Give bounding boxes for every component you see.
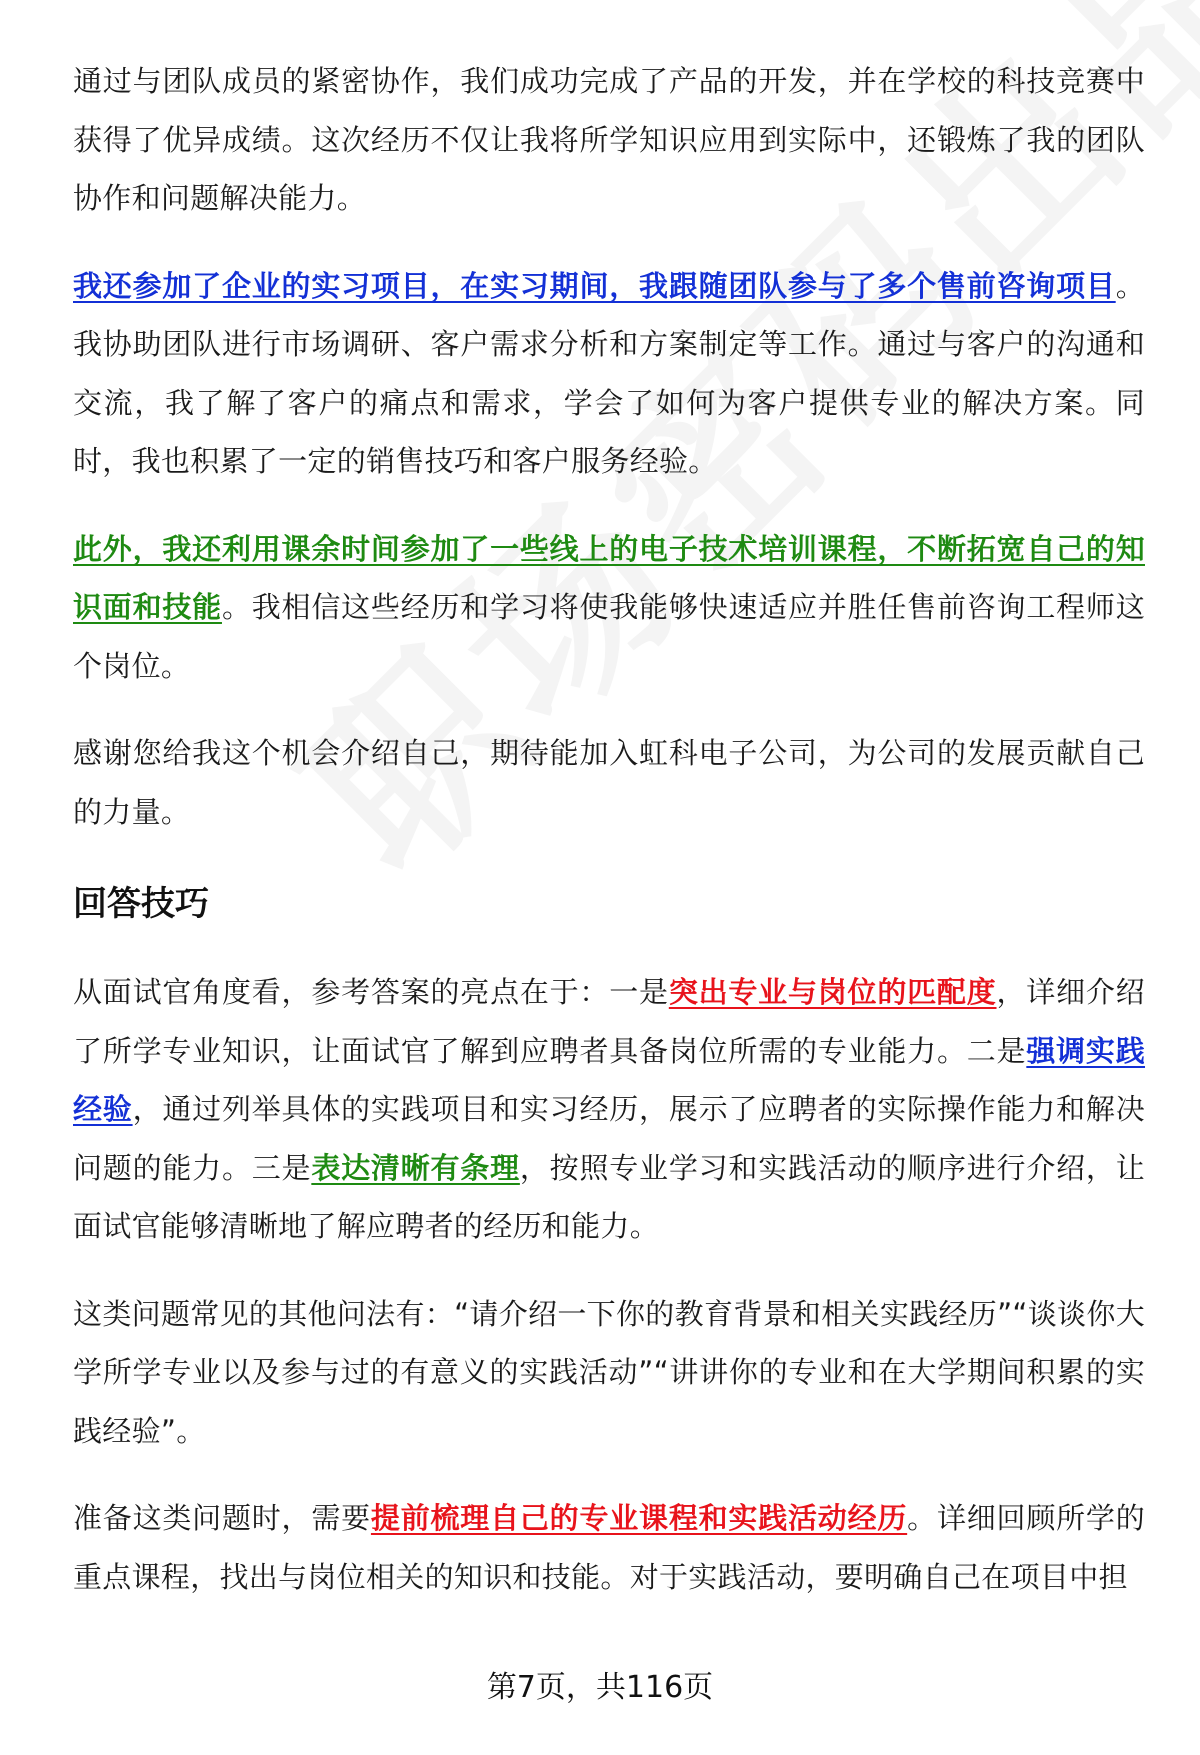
highlight-red: 提前梳理自己的专业课程和实践活动经历: [370, 1501, 908, 1535]
body-paragraph-4: [73, 724, 1145, 841]
highlight-blue: 我还参加了企业的实习项目，在实习期间，我跟随团队参与了多个售前咨询项目: [73, 268, 1116, 303]
highlight-green: 表达清晰有条理: [311, 1150, 520, 1185]
text-segment: 。我协助团队进行市场调研、客户需求分析和方案制定等工作。通过与客户的沟通和交流，我了解了客户的痛点和需求，学会了如何为客户提供专业的解决方案。同时，我也积累了一定的销售技巧和客户服务经验。: [73, 268, 1145, 478]
tips-paragraph-2: [73, 1285, 1145, 1461]
body-paragraph-3: [73, 520, 1145, 696]
text-segment: ，按照专业学习和实践活动的顺序进行介绍，让面试官能够清晰地了解应聘者的经历和能力。: [73, 1150, 1145, 1243]
text-segment: 。我相信这些经历和学习将使我能够快速适应并胜任售前咨询工程师这个岗位。: [73, 590, 1145, 683]
text-segment: 。详细回顾所学的重点课程，找出与岗位相关的知识和技能。对于实践活动，要明确自己在项目中担: [73, 1501, 1145, 1594]
body-paragraph-1: [73, 52, 1145, 228]
text-segment: 准备这类问题时，需要: [73, 1501, 371, 1535]
text-segment: 通过与团队成员的紧密协作，我们成功完成了产品的开发，并在学校的科技竞赛中获得了优异成绩。这次经历不仅让我将所学知识应用到实际中，还锻炼了我的团队协作和问题解决能力。: [73, 64, 1145, 215]
tips-paragraph-3: [73, 1489, 1145, 1606]
document-body: [73, 52, 1145, 1635]
text-segment: 这类问题常见的其他问法有：“请介绍一下你的教育背景和相关实践经历”“谈谈你大学所学专业以及参与过的有意义的实践活动”“讲讲你的专业和在大学期间积累的实践经验”。: [73, 1296, 1145, 1448]
text-segment: ，通过列举具体的实践项目和实习经历，展示了应聘者的实际操作能力和解决问题的能力。三是: [73, 1092, 1146, 1185]
page-number-footer: 第7页，共116页: [486, 1670, 714, 1705]
text-segment: 从面试官角度看，参考答案的亮点在于：一是: [73, 975, 669, 1009]
highlight-red: 突出专业与岗位的匹配度: [668, 975, 997, 1009]
text-segment: 感谢您给我这个机会介绍自己，期待能加入虹科电子公司，为公司的发展贡献自己的力量。: [73, 736, 1145, 829]
highlight-green: 此外，我还利用课余时间参加了一些线上的电子技术培训课程，不断拓宽自己的知识面和技能: [73, 531, 1145, 624]
tips-paragraph-1: [73, 963, 1145, 1256]
section-heading: 回答技巧: [73, 884, 209, 924]
highlight-blue: 强调实践经验: [73, 1033, 1146, 1126]
body-paragraph-2: [73, 257, 1145, 491]
text-segment: ，详细介绍了所学专业知识，让面试官了解到应聘者具备岗位所需的专业能力。二是: [73, 975, 1145, 1068]
